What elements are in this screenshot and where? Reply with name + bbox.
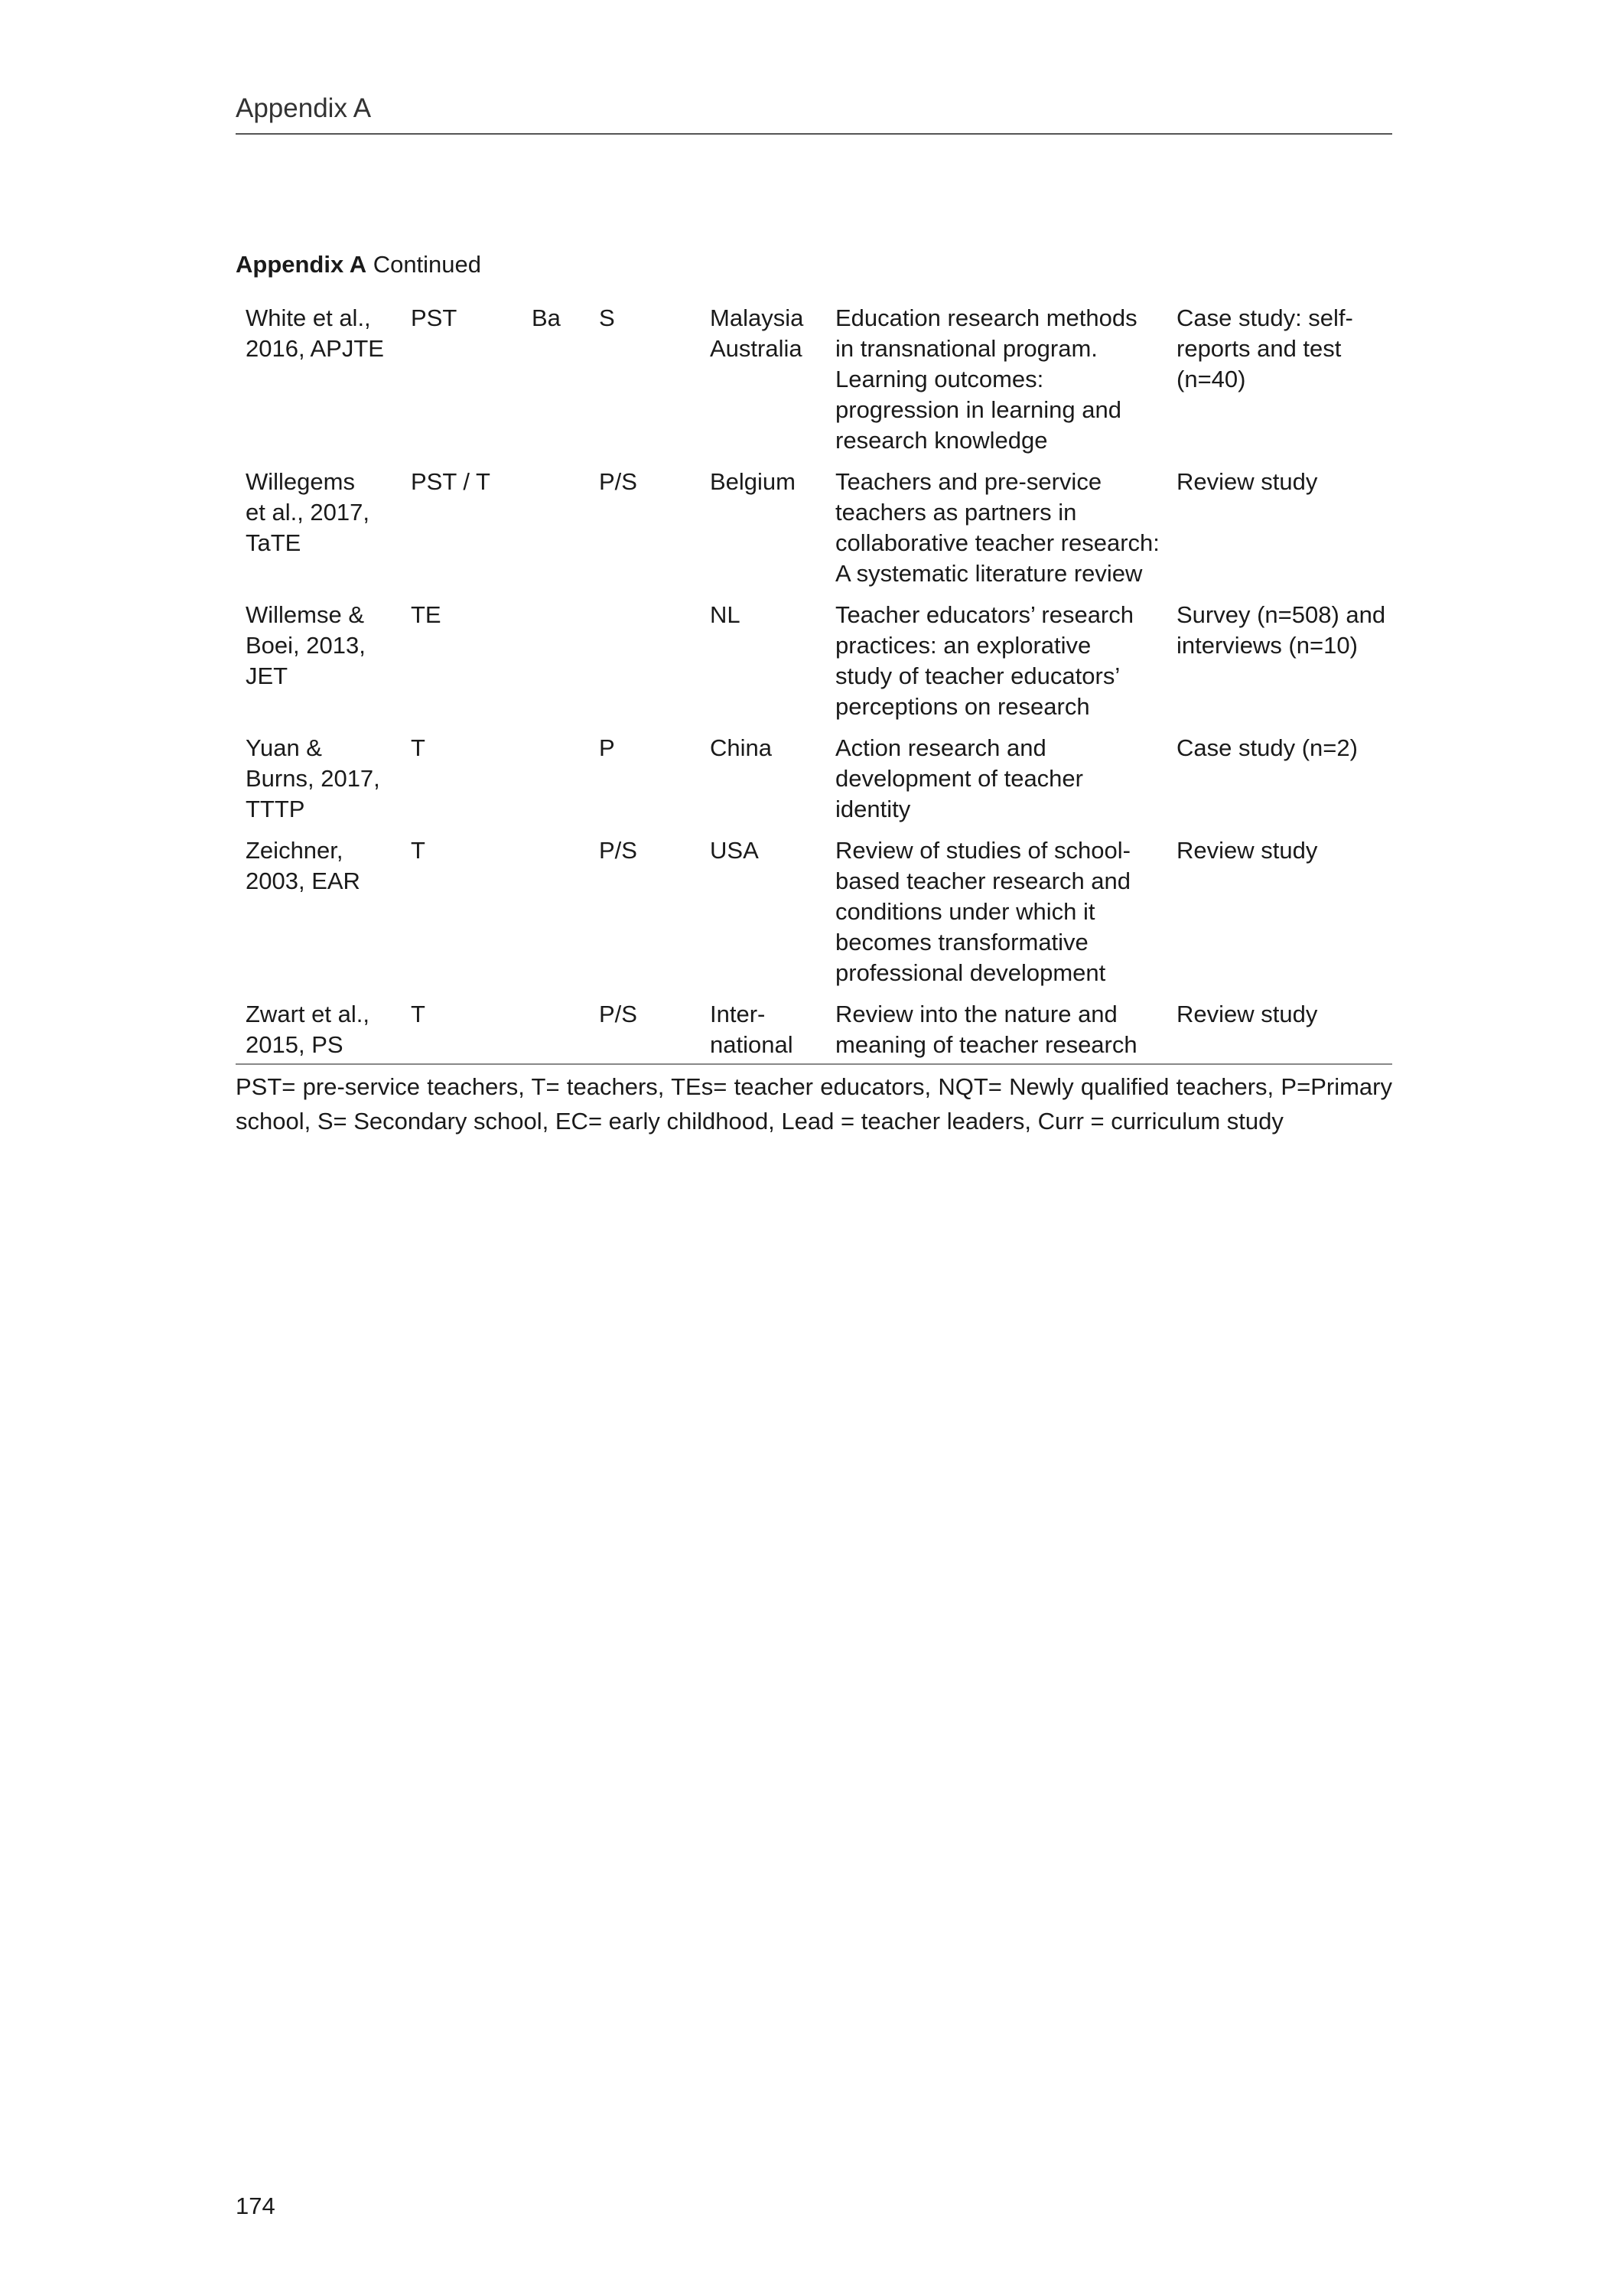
appendix-table [236,297,1392,1065]
caption-label: Appendix A [236,251,367,278]
cell-level [522,829,589,993]
cell-level: Ba [532,304,561,331]
page-number: 174 [236,2192,275,2219]
cell-country: Belgium [710,468,796,495]
cell-participants: T [401,993,522,1064]
cell-school-type: P/S [589,993,700,1064]
table-footnote: PST= pre-service teachers, T= teachers, TEs= teacher educators, NQT= Newly qualified teachers, P=Primary school, S= Secondary school, EC= early childhood, Lead = teacher leaders, Curr = curriculum study [236,1073,1392,1134]
cell-country: USA [710,837,759,864]
cell-reference: Zwart et al., 2015, PS [236,993,401,1064]
cell-school-type: P [599,734,615,761]
cell-method: Survey (n=508) and interviews (n=10) [1177,601,1386,659]
cell-school-type: P/S [599,468,637,495]
table-caption [236,251,481,278]
cell-participants: TE [411,601,441,628]
running-header: Appendix A [236,93,1392,135]
cell-reference: White et al., 2016, APJTE [246,304,384,362]
table-row [236,829,1392,993]
cell-school-type [589,594,700,727]
cell-country: Inter- national [700,993,825,1064]
cell-country: NL [710,601,740,628]
cell-level [522,461,589,594]
cell-participants: PST / T [411,468,490,495]
table-row [236,297,1392,461]
cell-description: Teacher educators’ research practices: an explorative study of teacher educators’ perceptions on research [835,601,1134,720]
cell-description: Action research and development of teacher identity [835,734,1083,822]
cell-participants: PST [411,304,457,331]
cell-description: Education research methods in transnational program. Learning outcomes: progression in learning and research knowledge [835,304,1137,454]
cell-reference: Zeichner, 2003, EAR [246,837,360,894]
cell-level [522,594,589,727]
table-row [236,594,1392,727]
table-row [236,993,1392,1064]
cell-school-type: S [599,304,615,331]
cell-method: Review study [1177,837,1318,864]
cell-method: Review study [1177,468,1318,495]
cell-description: Teachers and pre-service teachers as partners in collaborative teacher research: A systematic literature review [835,468,1160,587]
cell-school-type: P/S [599,837,637,864]
cell-country: Malaysia Australia [710,304,804,362]
studies-table [236,297,1392,1065]
cell-level [522,993,589,1064]
cell-level [522,727,589,829]
cell-participants: T [411,837,425,864]
cell-reference: Willegems et al., 2017, TaTE [246,468,370,556]
cell-description: Review into the nature and meaning of teacher research [825,993,1167,1064]
cell-method: Case study (n=2) [1177,734,1358,761]
table-row [236,727,1392,829]
cell-method: Case study: self- reports and test (n=40) [1177,304,1353,392]
cell-method: Review study [1167,993,1392,1064]
table-row [236,461,1392,594]
cell-country: China [710,734,772,761]
cell-reference: Yuan & Burns, 2017, TTTP [246,734,380,822]
cell-reference: Willemse & Boei, 2013, JET [246,601,366,689]
cell-participants: T [411,734,425,761]
caption-text: Continued [366,251,482,278]
cell-description: Review of studies of school- based teacher research and conditions under which it becomes transformative professional development [835,837,1131,986]
